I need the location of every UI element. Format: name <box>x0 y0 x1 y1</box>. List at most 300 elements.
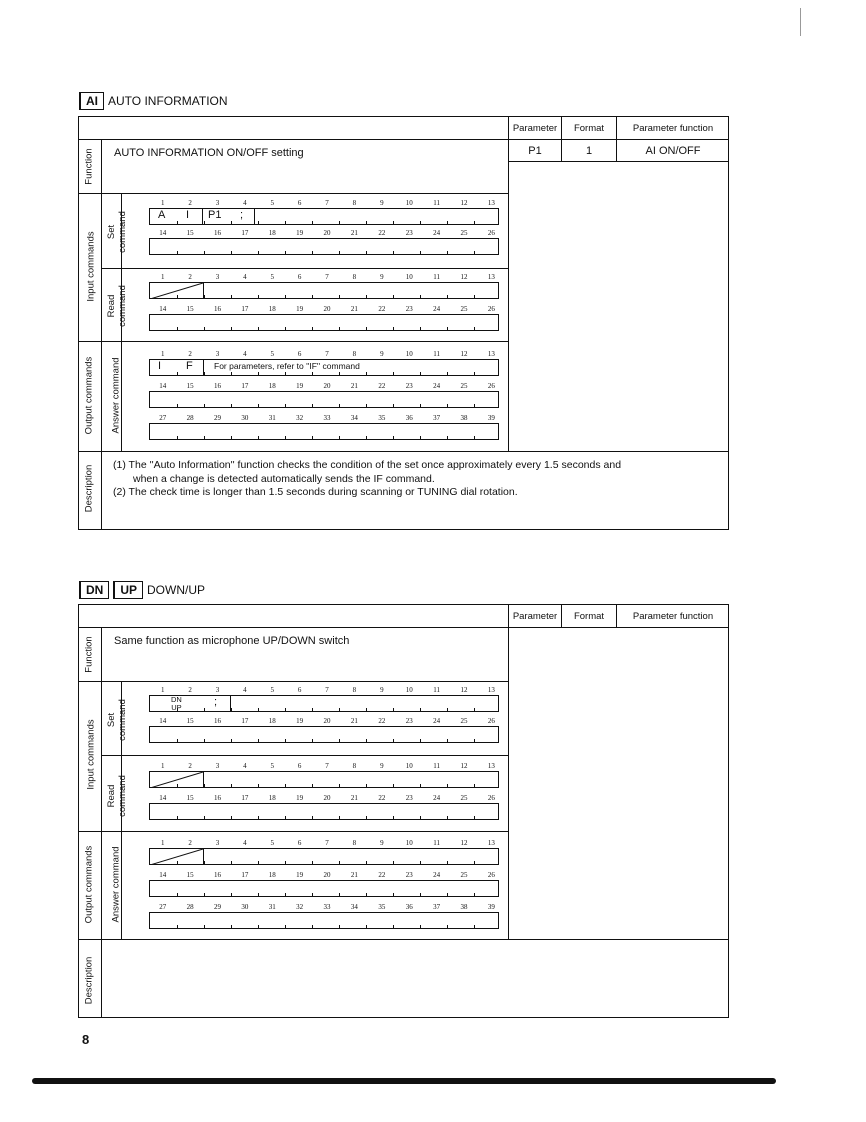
position-number: 30 <box>241 414 249 422</box>
position-number: 6 <box>297 350 302 358</box>
position-number: 4 <box>243 839 247 847</box>
position-number: 23 <box>405 794 413 802</box>
position-number: 17 <box>241 305 249 313</box>
position-number: 10 <box>405 350 413 358</box>
position-number: 26 <box>487 229 495 237</box>
answer-box-2 <box>149 880 499 897</box>
tick-mark <box>339 404 340 407</box>
tick-mark <box>312 893 313 896</box>
tick-mark <box>366 295 367 298</box>
tick-mark <box>177 295 178 298</box>
position-number: 9 <box>380 686 384 694</box>
position-number: 14 <box>159 229 167 237</box>
divider <box>79 831 509 832</box>
desc-line: when a change is detected automatically sends the IF command. <box>133 472 435 485</box>
tick-mark <box>339 327 340 330</box>
position-number: 18 <box>268 229 276 237</box>
tick-mark <box>474 816 475 819</box>
position-number: 11 <box>433 839 440 847</box>
tick-mark <box>285 251 286 254</box>
position-number: 19 <box>296 305 304 313</box>
position-number: 24 <box>433 717 441 725</box>
dn-key-box: DN <box>79 581 109 599</box>
position-number: 38 <box>460 414 468 422</box>
divider <box>202 209 203 225</box>
position-number: 24 <box>433 382 441 390</box>
tick-mark <box>393 327 394 330</box>
position-number: 29 <box>213 903 221 911</box>
position-number: 25 <box>460 871 468 879</box>
tick-mark <box>204 893 205 896</box>
position-number: 13 <box>487 199 495 207</box>
tick-mark <box>177 784 178 787</box>
tick-mark <box>447 739 448 742</box>
tick-mark <box>231 251 232 254</box>
tick-mark <box>339 739 340 742</box>
position-number: 5 <box>270 350 274 358</box>
position-number: 3 <box>215 762 220 770</box>
tick-mark <box>420 893 421 896</box>
position-number: 22 <box>378 382 386 390</box>
tick-mark <box>285 816 286 819</box>
tick-mark <box>393 784 394 787</box>
tick-mark <box>231 436 232 439</box>
tick-mark <box>420 295 421 298</box>
tick-mark <box>474 708 475 711</box>
tick-mark <box>204 221 205 224</box>
answer-note: For parameters, refer to ''IF'' command <box>214 361 360 371</box>
position-number: 10 <box>405 762 413 770</box>
position-number: 35 <box>378 903 386 911</box>
ai-panel <box>78 116 729 530</box>
tick-mark <box>231 221 232 224</box>
tick-mark <box>393 404 394 407</box>
tick-mark <box>285 372 286 375</box>
tick-mark <box>474 295 475 298</box>
divider <box>79 193 509 194</box>
position-number: 21 <box>350 794 358 802</box>
description-label: Description <box>83 464 95 513</box>
position-number: 24 <box>433 871 441 879</box>
tick-mark <box>420 861 421 864</box>
ai-section-header <box>79 92 228 110</box>
output-commands-label: Output commands <box>83 845 95 924</box>
desc-line: (2) The check time is longer than 1.5 seconds during scanning or TUNING dial rotation. <box>113 486 518 498</box>
position-number: 33 <box>323 903 331 911</box>
position-number: 28 <box>186 903 194 911</box>
position-number: 21 <box>350 871 358 879</box>
position-number: 32 <box>296 903 304 911</box>
position-number: 12 <box>460 350 468 358</box>
tick-mark <box>420 436 421 439</box>
nums-row2 <box>149 717 505 725</box>
position-number: 26 <box>487 305 495 313</box>
tick-mark <box>177 893 178 896</box>
tick-mark <box>474 925 475 928</box>
tick-mark <box>366 436 367 439</box>
set-char: I <box>186 209 190 221</box>
position-number: 22 <box>378 305 386 313</box>
position-number: 7 <box>325 839 329 847</box>
tick-mark <box>420 327 421 330</box>
format-value: 1 <box>585 145 593 157</box>
tick-mark <box>204 739 205 742</box>
divider <box>101 755 509 756</box>
tick-mark <box>204 861 205 864</box>
tick-mark <box>393 221 394 224</box>
tick-mark <box>177 436 178 439</box>
position-number: 17 <box>241 382 249 390</box>
divider <box>79 681 509 682</box>
position-number: 20 <box>323 382 331 390</box>
position-number: 7 <box>325 350 329 358</box>
position-number: 24 <box>433 305 441 313</box>
position-number: 2 <box>188 199 192 207</box>
position-number: 20 <box>323 794 331 802</box>
position-number: 24 <box>433 794 441 802</box>
tick-mark <box>231 925 232 928</box>
position-number: 16 <box>213 794 221 802</box>
param-function-value: AI ON/OFF <box>645 145 701 157</box>
position-number: 12 <box>460 839 468 847</box>
position-number: 37 <box>433 903 441 911</box>
position-number: 20 <box>323 871 331 879</box>
tick-mark <box>312 327 313 330</box>
position-number: 22 <box>378 794 386 802</box>
tick-mark <box>258 893 259 896</box>
tick-mark <box>177 372 178 375</box>
tick-mark <box>258 404 259 407</box>
set-command-label: Set command <box>106 211 128 253</box>
answer-char: F <box>186 360 193 372</box>
tick-mark <box>339 436 340 439</box>
tick-mark <box>231 327 232 330</box>
nums-row1 <box>149 762 505 770</box>
divider <box>508 605 509 939</box>
position-number: 4 <box>243 273 247 281</box>
tick-mark <box>339 372 340 375</box>
answer-command-label: Answer command <box>110 846 122 923</box>
tick-mark <box>204 708 205 711</box>
tick-mark <box>258 861 259 864</box>
position-number: 22 <box>378 871 386 879</box>
position-number: 3 <box>215 686 220 694</box>
dnup-section-title: DOWN/UP <box>147 583 206 597</box>
description-text <box>113 459 725 500</box>
position-number: 1 <box>160 762 165 770</box>
position-number: 2 <box>188 686 192 694</box>
tick-mark <box>231 784 232 787</box>
divider <box>254 209 255 225</box>
position-number: 35 <box>378 414 386 422</box>
position-number: 38 <box>460 903 468 911</box>
tick-mark <box>312 739 313 742</box>
tick-mark <box>177 708 178 711</box>
tick-mark <box>177 739 178 742</box>
position-number: 23 <box>405 382 413 390</box>
format-header: Format <box>573 123 605 134</box>
tick-mark <box>258 925 259 928</box>
dnup-section-header <box>79 581 205 599</box>
position-number: 2 <box>188 762 192 770</box>
position-number: 22 <box>378 229 386 237</box>
tick-mark <box>339 251 340 254</box>
function-label: Function <box>83 148 95 185</box>
position-number: 16 <box>213 305 221 313</box>
nums-row2 <box>149 229 505 237</box>
position-number: 26 <box>487 794 495 802</box>
nums-row1 <box>149 273 505 281</box>
tick-mark <box>447 893 448 896</box>
function-text: Same function as microphone UP/DOWN switch <box>114 635 350 647</box>
tick-mark <box>420 404 421 407</box>
page-number: 8 <box>82 1032 90 1047</box>
nums-row2 <box>149 794 505 802</box>
position-number: 5 <box>270 273 274 281</box>
tick-mark <box>474 327 475 330</box>
tick-mark <box>366 372 367 375</box>
input-commands-label: Input commands <box>85 231 97 302</box>
tick-mark <box>285 221 286 224</box>
position-number: 18 <box>268 382 276 390</box>
position-number: 6 <box>297 199 302 207</box>
tick-mark <box>474 372 475 375</box>
position-number: 5 <box>270 199 274 207</box>
tick-mark <box>312 708 313 711</box>
position-number: 8 <box>352 350 357 358</box>
param-header: Parameter <box>512 611 558 622</box>
tick-mark <box>447 221 448 224</box>
position-number: 21 <box>350 382 358 390</box>
position-number: 3 <box>215 199 220 207</box>
tick-mark <box>339 925 340 928</box>
position-number: 27 <box>159 414 167 422</box>
tick-mark <box>204 404 205 407</box>
position-number: 8 <box>352 686 357 694</box>
tick-mark <box>393 893 394 896</box>
tick-mark <box>447 784 448 787</box>
position-number: 4 <box>243 350 247 358</box>
position-number: 3 <box>215 839 220 847</box>
position-number: 18 <box>268 794 276 802</box>
tick-mark <box>447 251 448 254</box>
position-number: 25 <box>460 794 468 802</box>
dnup-chars: DN UP <box>171 695 182 712</box>
set-box-2 <box>149 238 499 255</box>
tick-mark <box>366 251 367 254</box>
tick-mark <box>204 925 205 928</box>
divider <box>79 139 509 140</box>
tick-mark <box>366 327 367 330</box>
tick-mark <box>258 372 259 375</box>
tick-mark <box>258 708 259 711</box>
position-number: 34 <box>350 903 358 911</box>
answer-command-label: Answer command <box>110 357 122 434</box>
up-key-box: UP <box>113 581 143 599</box>
position-number: 17 <box>241 871 249 879</box>
position-number: 13 <box>487 350 495 358</box>
position-number: 26 <box>487 871 495 879</box>
divider <box>79 627 729 628</box>
position-number: 4 <box>243 762 247 770</box>
set-box-2 <box>149 726 499 743</box>
set-char: ; <box>214 696 218 708</box>
position-number: 36 <box>405 414 413 422</box>
output-commands-label: Output commands <box>83 356 95 435</box>
tick-mark <box>312 295 313 298</box>
tick-mark <box>204 251 205 254</box>
position-number: 4 <box>243 686 247 694</box>
nums-row3 <box>149 414 505 422</box>
tick-mark <box>366 739 367 742</box>
read-box-1 <box>149 771 499 788</box>
tick-mark <box>339 861 340 864</box>
divider <box>509 161 729 162</box>
position-number: 39 <box>487 414 495 422</box>
position-number: 20 <box>323 717 331 725</box>
divider <box>79 451 729 452</box>
nums-row1 <box>149 686 505 694</box>
tick-mark <box>312 816 313 819</box>
tick-mark <box>231 404 232 407</box>
position-number: 10 <box>405 273 413 281</box>
position-number: 21 <box>350 305 358 313</box>
position-number: 3 <box>215 350 220 358</box>
tick-mark <box>177 251 178 254</box>
read-box-1 <box>149 282 499 299</box>
tick-mark <box>420 221 421 224</box>
position-number: 14 <box>159 871 167 879</box>
tick-mark <box>285 327 286 330</box>
tick-mark <box>393 436 394 439</box>
position-number: 39 <box>487 903 495 911</box>
position-number: 31 <box>268 903 276 911</box>
tick-mark <box>447 327 448 330</box>
tick-mark <box>312 436 313 439</box>
position-number: 1 <box>160 199 165 207</box>
position-number: 23 <box>405 229 413 237</box>
tick-mark <box>204 436 205 439</box>
position-number: 7 <box>325 762 329 770</box>
read-box-2 <box>149 803 499 820</box>
tick-mark <box>366 925 367 928</box>
tick-mark <box>204 784 205 787</box>
tick-mark <box>447 925 448 928</box>
dnup-panel <box>78 604 729 1018</box>
nums-row1 <box>149 839 505 847</box>
tick-mark <box>393 739 394 742</box>
position-number: 12 <box>460 273 468 281</box>
divider <box>508 117 509 451</box>
tick-mark <box>258 251 259 254</box>
position-number: 19 <box>296 382 304 390</box>
position-number: 19 <box>296 871 304 879</box>
nums-row2 <box>149 382 505 390</box>
tick-mark <box>285 436 286 439</box>
position-number: 15 <box>186 794 194 802</box>
tick-mark <box>474 784 475 787</box>
tick-mark <box>339 784 340 787</box>
position-number: 1 <box>160 686 165 694</box>
nums-row1 <box>149 350 505 358</box>
position-number: 15 <box>186 717 194 725</box>
position-number: 13 <box>487 273 495 281</box>
position-number: 1 <box>160 350 165 358</box>
tick-mark <box>393 251 394 254</box>
tick-mark <box>258 221 259 224</box>
position-number: 12 <box>460 686 468 694</box>
position-number: 11 <box>433 199 440 207</box>
tick-mark <box>312 784 313 787</box>
tick-mark <box>447 708 448 711</box>
tick-mark <box>393 861 394 864</box>
position-number: 16 <box>213 229 221 237</box>
tick-mark <box>447 436 448 439</box>
tick-mark <box>312 372 313 375</box>
tick-mark <box>285 893 286 896</box>
position-number: 23 <box>405 717 413 725</box>
tick-mark <box>420 708 421 711</box>
position-number: 16 <box>213 717 221 725</box>
divider <box>79 939 729 940</box>
position-number: 8 <box>352 762 357 770</box>
position-number: 6 <box>297 273 302 281</box>
tick-mark <box>447 816 448 819</box>
position-number: 11 <box>433 350 440 358</box>
function-label: Function <box>83 636 95 673</box>
tick-mark <box>339 893 340 896</box>
position-number: 18 <box>268 717 276 725</box>
position-number: 11 <box>433 762 440 770</box>
position-number: 13 <box>487 686 495 694</box>
tick-mark <box>231 708 232 711</box>
tick-mark <box>231 372 232 375</box>
position-number: 19 <box>296 229 304 237</box>
position-number: 2 <box>188 350 192 358</box>
tick-mark <box>258 784 259 787</box>
read-command-label: Read command <box>106 285 128 327</box>
position-number: 5 <box>270 762 274 770</box>
tick-mark <box>231 893 232 896</box>
position-number: 9 <box>380 839 384 847</box>
tick-mark <box>447 372 448 375</box>
position-number: 36 <box>405 903 413 911</box>
position-number: 21 <box>350 717 358 725</box>
set-char: A <box>158 209 166 221</box>
tick-mark <box>420 816 421 819</box>
position-number: 18 <box>268 871 276 879</box>
position-number: 13 <box>487 839 495 847</box>
position-number: 37 <box>433 414 441 422</box>
tick-mark <box>285 861 286 864</box>
position-number: 28 <box>186 414 194 422</box>
position-number: 29 <box>213 414 221 422</box>
position-number: 16 <box>213 382 221 390</box>
tick-mark <box>366 708 367 711</box>
tick-mark <box>312 221 313 224</box>
position-number: 7 <box>325 199 329 207</box>
position-number: 4 <box>243 199 247 207</box>
tick-mark <box>285 708 286 711</box>
position-number: 12 <box>460 762 468 770</box>
tick-mark <box>258 295 259 298</box>
position-number: 23 <box>405 871 413 879</box>
tick-mark <box>474 436 475 439</box>
position-number: 33 <box>323 414 331 422</box>
tick-mark <box>420 925 421 928</box>
tick-mark <box>339 816 340 819</box>
nums-row2 <box>149 871 505 879</box>
